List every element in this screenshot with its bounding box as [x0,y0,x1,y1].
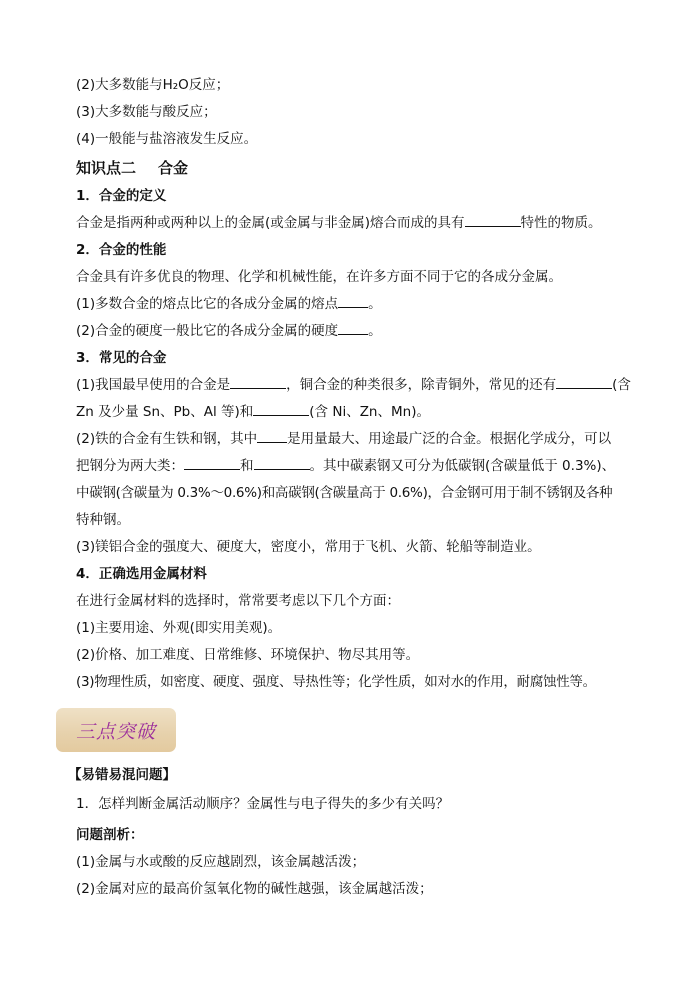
text-line: (1)我国最早使用的合金是 ，铜合金的种类很多，除青铜外，常见的还有 (含 [76,372,636,399]
fill-blank [254,454,310,470]
text-line: (1)主要用途、外观(即实用美观)。 [76,620,282,636]
document-page [68,72,636,903]
fill-blank [465,211,521,227]
subsection-title: 3．常见的合金 [76,350,167,366]
text-line: (1)金属与水或酸的反应越剧烈，该金属越活泼； [76,854,366,870]
text-line: (2)铁的合金有生铁和钢，其中 是用量最大、用途最广泛的合金。根据化学成分，可以 [76,426,636,453]
fill-blank [253,400,309,416]
text-line: Zn 及少量 Sn、Pb、Al 等)和 (含 Ni、Zn、Mn)。 [76,399,636,426]
text-line: 特种钢。 [76,512,130,528]
question-line: 1．怎样判断金属活动顺序？金属性与电子得失的多少有关吗？ [76,796,450,812]
text-line: (1)多数合金的熔点比它的各成分金属的熔点 。 [76,291,636,318]
text-line: 中碳钢(含碳量为 0.3%～0.6%)和高碳钢(含碳量高于 0.6%)，合金钢可用于制不锈钢及各种 [76,485,613,501]
fill-blank [338,319,368,335]
section-heading [76,153,636,183]
text-line: 合金具有许多优良的物理、化学和机械性能，在许多方面不同于它的各成分金属。 [76,269,562,285]
subsection-title: 2．合金的性能 [76,242,167,258]
errors-heading: 【易错易混问题】 [68,767,176,783]
text-line: 把钢分为两大类： 和 。其中碳素钢又可分为低碳钢(含碳量低于 0.3%)、 [76,453,636,480]
text-line: 合金是指两种或两种以上的金属(或金属与非金属)熔合而成的具有 特性的物质。 [76,210,636,237]
text-line: (2)价格、加工难度、日常维修、环境保护、物尽其用等。 [76,647,420,663]
text-line: (3)物理性质，如密度、硬度、强度、导热性等；化学性质，如对水的作用，耐腐蚀性等。 [76,674,596,690]
subsection-title: 4．正确选用金属材料 [76,566,207,582]
section-title: 合金 [158,159,189,177]
text-line: (2)合金的硬度一般比它的各成分金属的硬度 。 [76,318,636,345]
fill-blank [338,292,368,308]
text-line: (4)一般能与盐溶液发生反应。 [76,131,258,147]
text-line: 在进行金属材料的选择时，常常要考虑以下几个方面： [76,593,400,609]
fill-blank [184,454,240,470]
text-line: (2)大多数能与H₂O反应； [76,77,230,93]
fill-blank [257,427,287,443]
section-banner: 三点突破 [56,708,176,752]
text-line: (3)镁铝合金的强度大、硬度大，密度小，常用于飞机、火箭、轮船等制造业。 [76,539,541,555]
text-line: (3)大多数能与酸反应； [76,104,217,120]
fill-blank [230,373,286,389]
analysis-heading: 问题剖析： [76,827,144,843]
text-line: (2)金属对应的最高价氢氧化物的碱性越强，该金属越活泼； [76,881,433,897]
subsection-title: 1．合金的定义 [76,188,167,204]
section-label: 知识点二 [76,159,137,177]
fill-blank [556,373,612,389]
